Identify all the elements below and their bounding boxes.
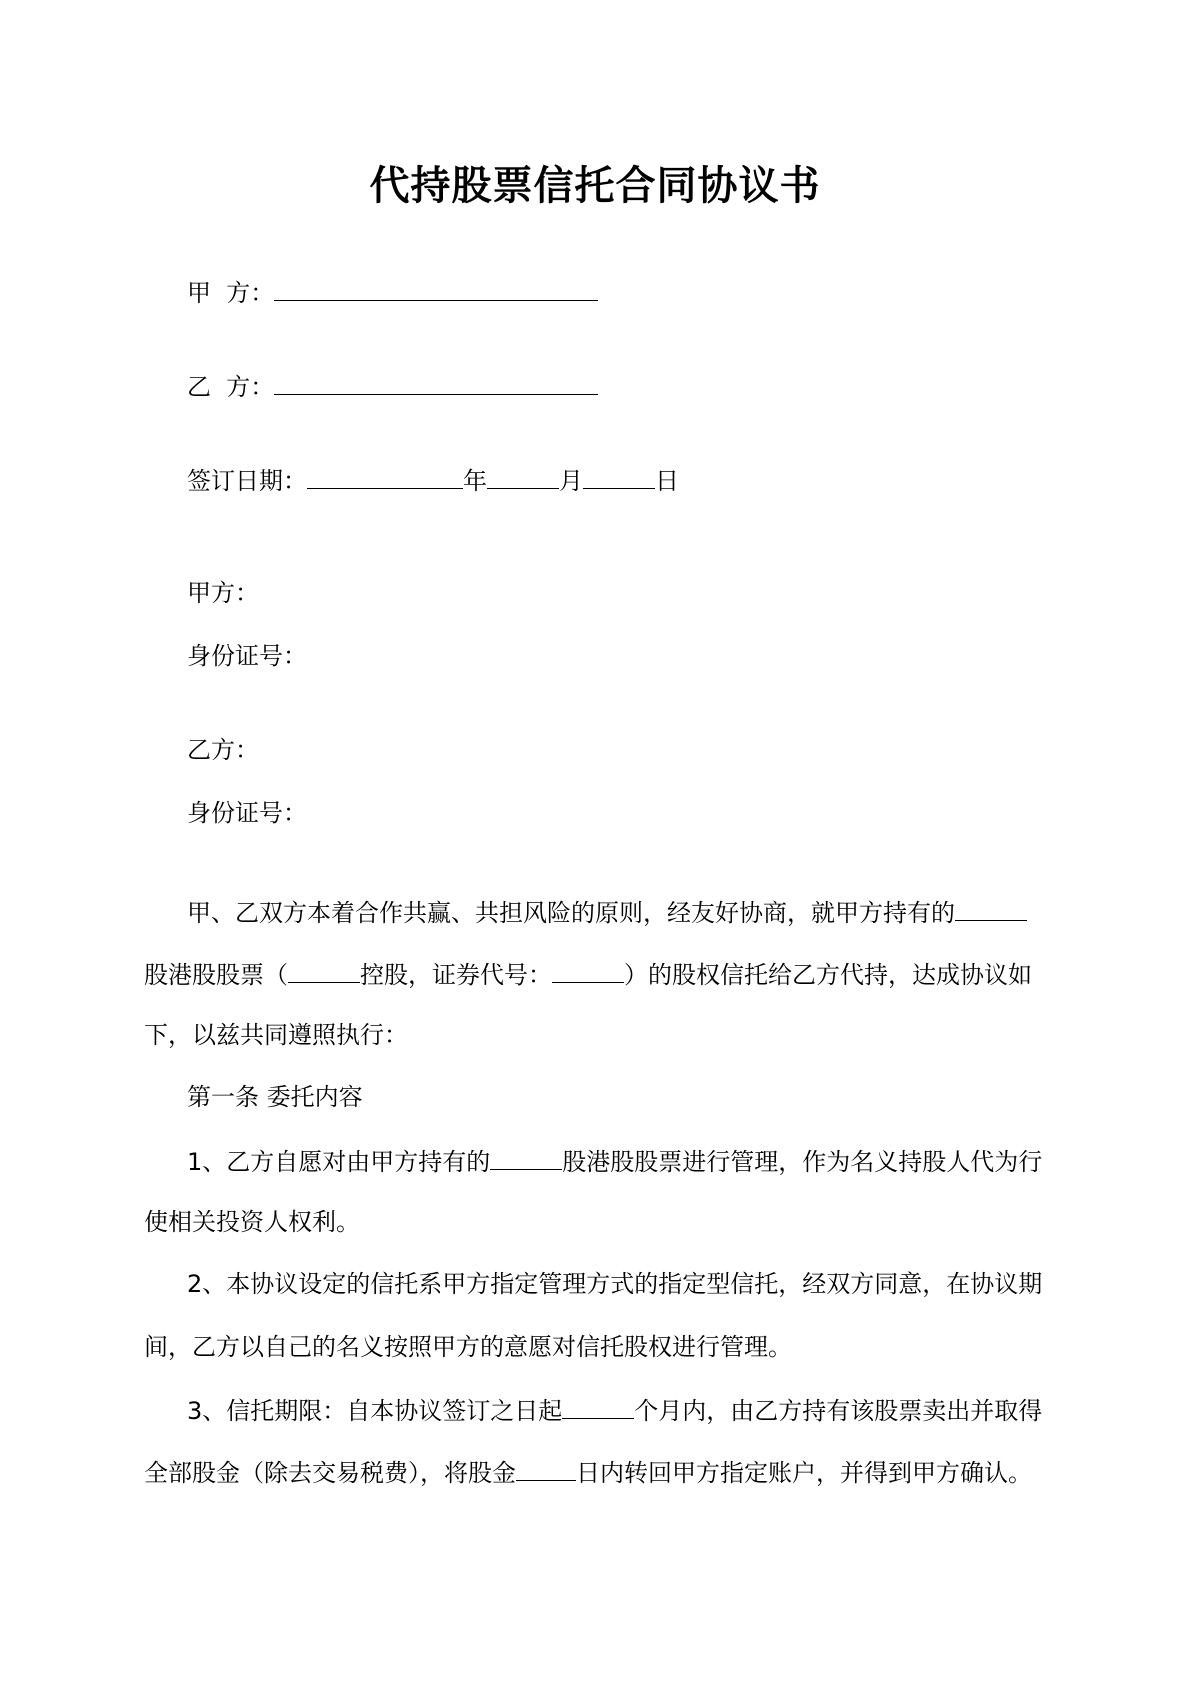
article-1-item-1: [187, 1143, 1042, 1179]
party-a-name: 甲方：: [187, 579, 259, 607]
party-b-blank: [274, 368, 598, 395]
sign-date-label: 签订日期：: [187, 467, 307, 495]
item1-text-b: 股港股股票进行管理，作为名义持股人代为行: [562, 1148, 1043, 1176]
month-blank: [487, 462, 559, 489]
party-b-id-number: 身份证号：: [187, 799, 307, 827]
year-label: 年: [463, 467, 487, 495]
party-a-label: 甲 方：: [187, 279, 275, 307]
intro-line-1: [187, 894, 1027, 930]
intro-text-2a: 股港股股票（: [144, 961, 288, 989]
party-a-id-number: 身份证号：: [187, 642, 307, 670]
intro-text-1: 甲、乙双方本着合作共赢、共担风险的原则，经友好协商，就甲方持有的: [187, 899, 955, 927]
item3-text-d: 日内转回甲方指定账户，并得到甲方确认。: [576, 1459, 1032, 1487]
intro-blank-2: [288, 956, 360, 983]
item3-text-a: 3、信托期限：自本协议签订之日起: [187, 1397, 563, 1425]
article-1-item-2-cont: 间，乙方以自己的名义按照甲方的意愿对信托股权进行管理。: [144, 1333, 792, 1361]
month-label: 月: [559, 467, 583, 495]
item3-text-b: 个月内，由乙方持有该股票卖出并取得: [634, 1397, 1043, 1425]
party-a-blank: [274, 274, 598, 301]
article-1-item-3-cont: [144, 1454, 1032, 1490]
article-1-heading: 第一条 委托内容: [187, 1083, 363, 1111]
sign-date-line: [187, 462, 679, 498]
day-blank: [583, 462, 655, 489]
item3-blank-1: [562, 1392, 634, 1419]
day-label: 日: [655, 467, 679, 495]
document-title: 代持股票信托合同协议书: [369, 163, 821, 209]
year-blank: [307, 462, 463, 489]
article-1-item-1-cont: 使相关投资人权利。: [144, 1208, 360, 1236]
party-b-signature-line: [187, 368, 598, 404]
item3-blank-2: [516, 1454, 576, 1481]
article-1-item-3: [187, 1392, 1042, 1428]
item1-text-a: 1、乙方自愿对由甲方持有的: [187, 1148, 491, 1176]
intro-text-2b: 控股，证券代号：: [360, 961, 552, 989]
intro-line-3: 下，以兹共同遵照执行：: [144, 1021, 408, 1049]
intro-line-2: [144, 956, 1032, 992]
item1-blank: [490, 1143, 562, 1170]
party-b-label: 乙 方：: [187, 373, 275, 401]
party-b-name: 乙方：: [187, 736, 259, 764]
intro-text-2c: ）的股权信托给乙方代持，达成协议如: [624, 961, 1032, 989]
party-a-signature-line: [187, 274, 598, 310]
intro-blank-3: [552, 956, 624, 983]
item3-text-c: 全部股金（除去交易税费），将股金: [144, 1459, 516, 1487]
article-1-item-2: 2、本协议设定的信托系甲方指定管理方式的指定型信托，经双方同意，在协议期: [187, 1270, 1043, 1298]
intro-blank-1: [955, 894, 1027, 921]
